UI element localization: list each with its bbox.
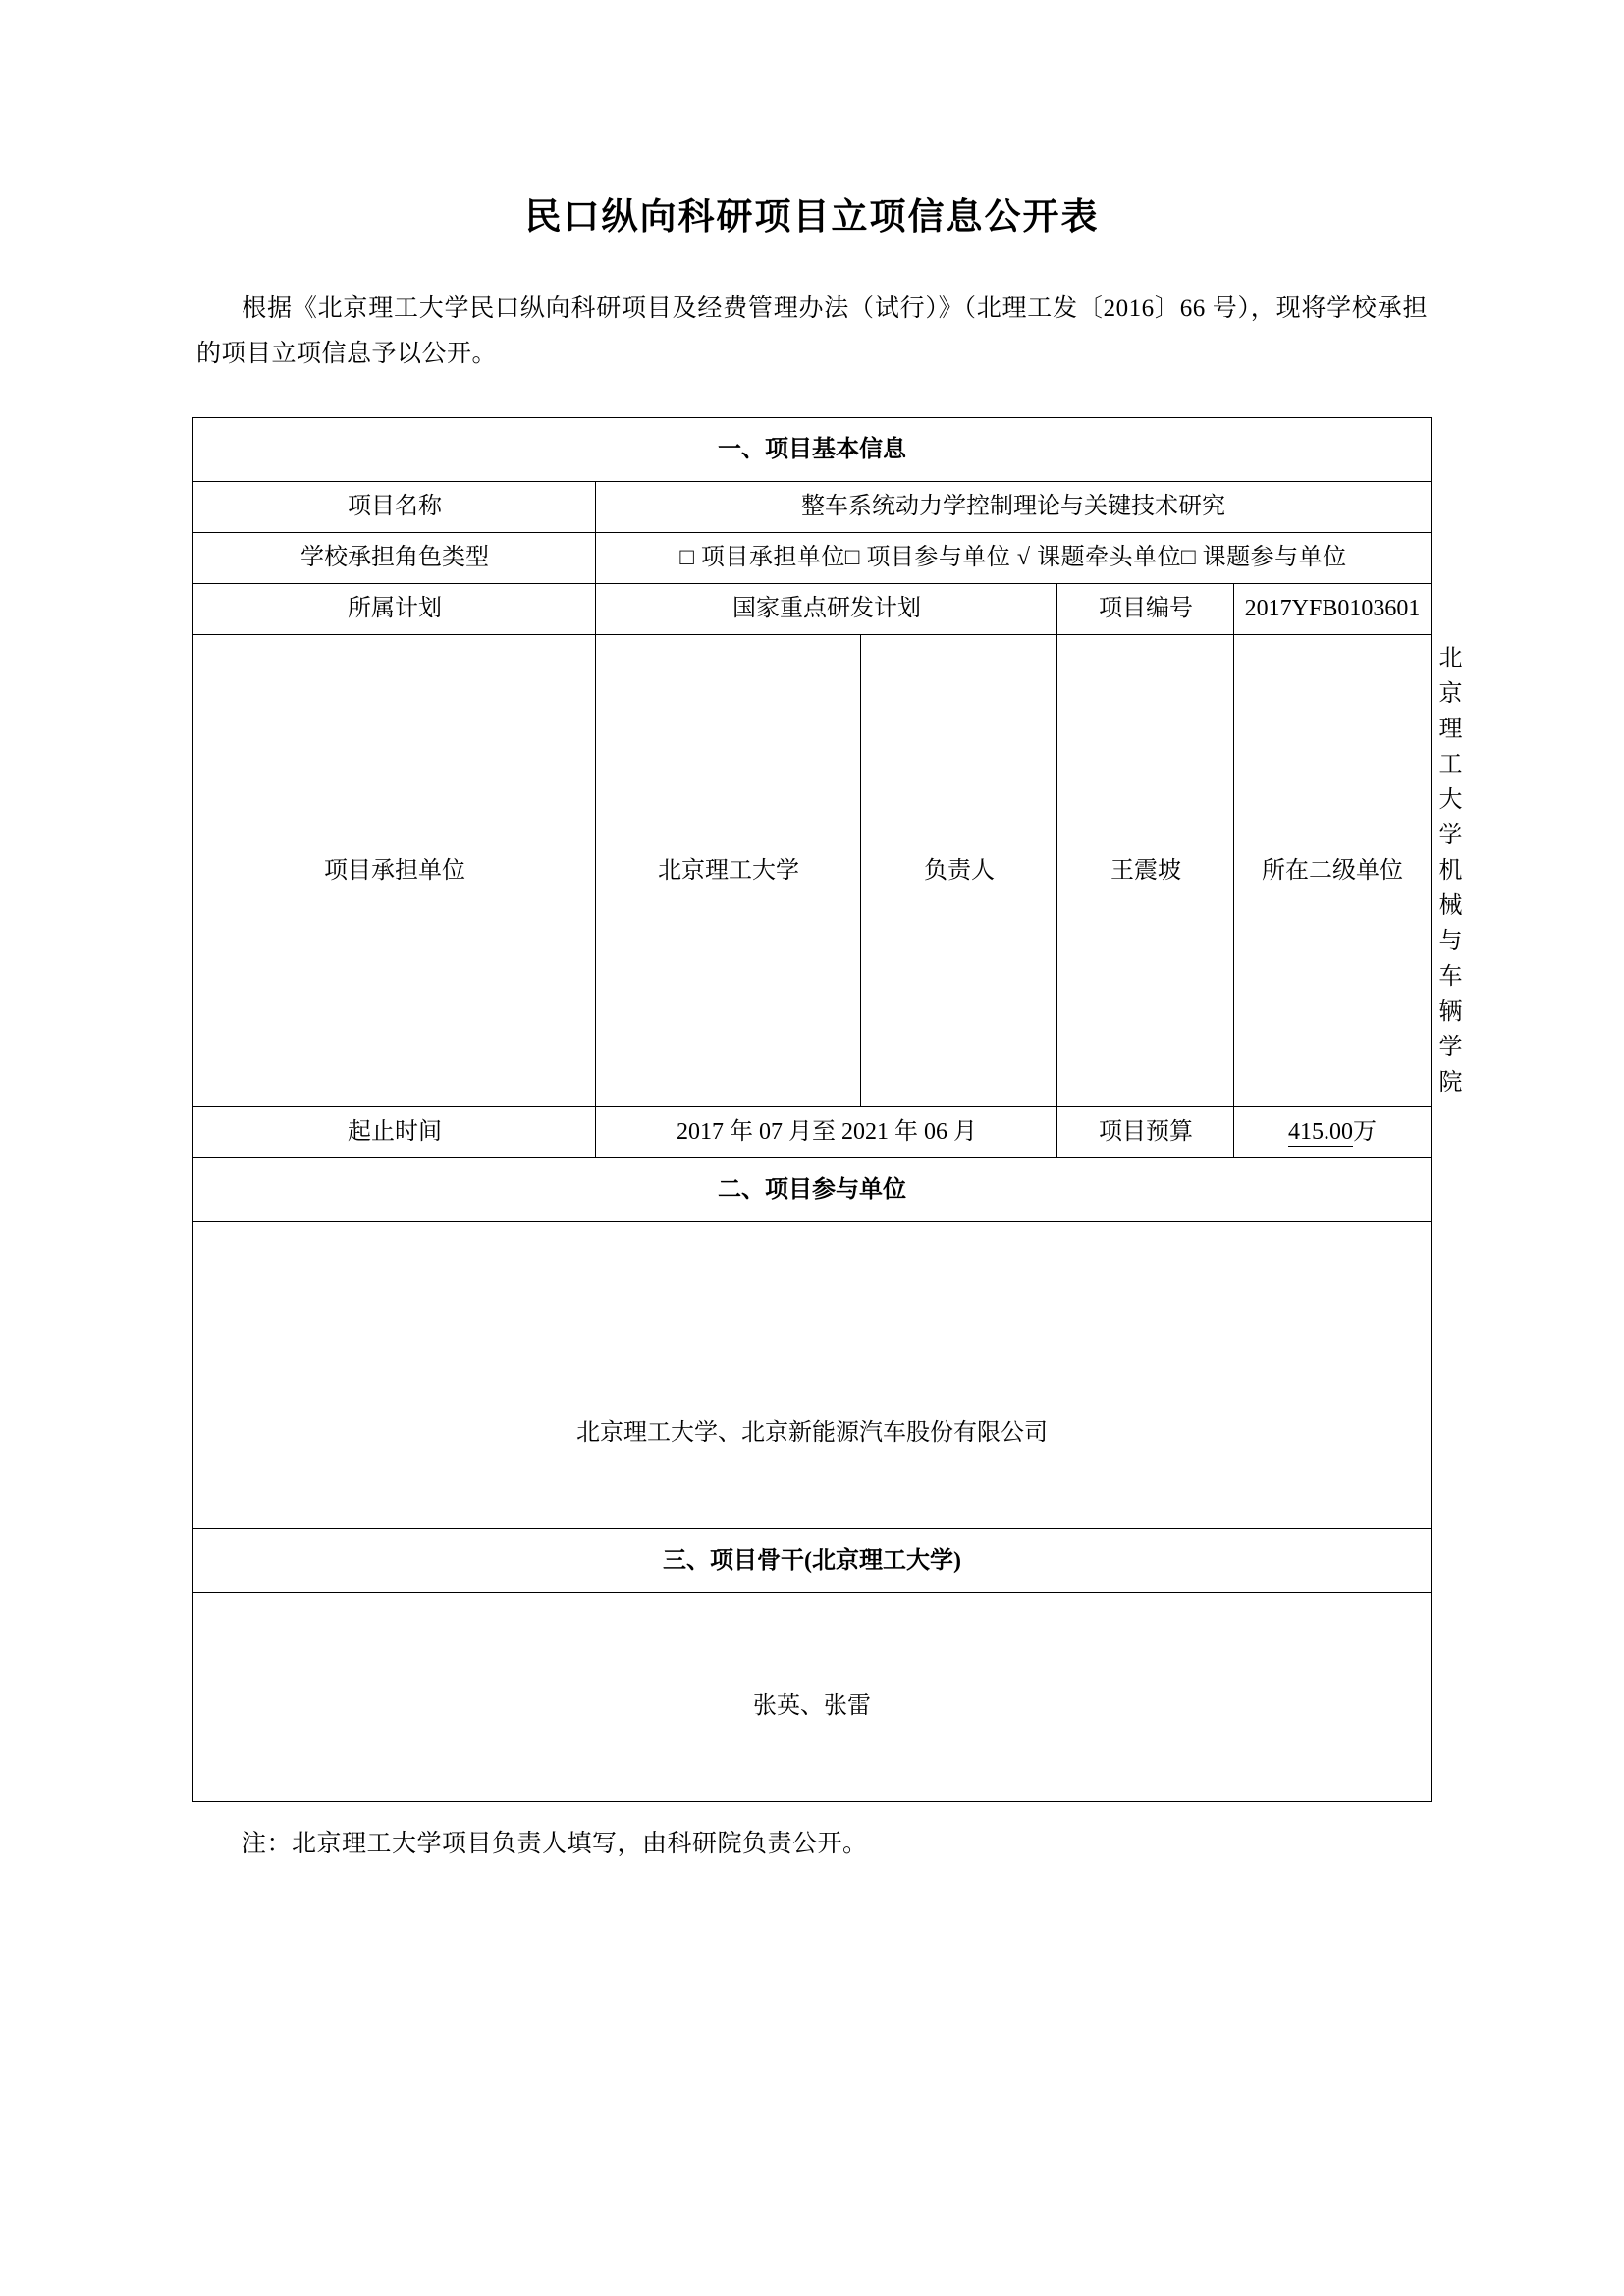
intro-text: 根据《北京理工大学民口纵向科研项目及经费管理办法（试行）》（北理工发〔2016〕66 号），现将学校承担的项目立项信息予以公开。 [196,295,1428,368]
project-name-label: 项目名称 [193,481,596,532]
project-no-label: 项目编号 [1057,583,1234,634]
backbone-text: 张英、张雷 [753,1692,871,1719]
table-row [193,532,1431,583]
role-type-value: □ 项目承担单位□ 项目参与单位 √ 课题牵头单位□ 课题参与单位 [596,532,1431,583]
page-title: 民口纵向科研项目立项信息公开表 [524,197,1100,238]
budget-label: 项目预算 [1057,1106,1234,1157]
secondary-unit-label: 所在二级单位 [1234,634,1431,1106]
table-row [193,1106,1431,1157]
table-row: 项目承担单位 北京理工大学 负责人 王震坡 所在二级单位 北京理工大学机械与车辆学院 [193,634,1431,1106]
leader-label: 负责人 [861,634,1057,1106]
intro-paragraph [196,287,1428,378]
undertaking-unit-label: 项目承担单位 [193,634,596,1106]
table-row [193,481,1431,532]
undertaking-unit-value: 北京理工大学 [596,634,861,1106]
table-row [193,1592,1431,1801]
table-row [193,1528,1431,1592]
section3-body [193,1592,1431,1801]
project-no-value: 2017YFB0103601 [1234,583,1431,634]
role-type-label: 学校承担角色类型 [193,532,596,583]
footer-note [196,1824,1428,1859]
budget-unit: 万 [1353,1119,1377,1145]
plan-value: 国家重点研发计划 [596,583,1057,634]
leader-value: 王震坡 [1057,634,1234,1106]
table-row [193,1221,1431,1528]
section3-heading: 三、项目骨干(北京理工大学) [193,1528,1431,1592]
budget-amount: 415.00 [1288,1119,1353,1145]
budget-value [1234,1106,1431,1157]
section2-heading: 二、项目参与单位 [193,1157,1431,1221]
project-info-table [192,417,1463,1802]
note-text: 注：北京理工大学项目负责人填写，由科研院负责公开。 [242,1830,868,1857]
plan-label: 所属计划 [193,583,596,634]
project-name-value: 整车系统动力学控制理论与关键技术研究 [596,481,1431,532]
period-label: 起止时间 [193,1106,596,1157]
participants-text: 北京理工大学、北京新能源汽车股份有限公司 [576,1419,1048,1446]
section1-heading: 一、项目基本信息 [193,417,1431,481]
section2-body [193,1221,1431,1528]
table-row [193,417,1431,481]
table-row [193,1157,1431,1221]
period-value: 2017 年 07 月至 2021 年 06 月 [596,1106,1057,1157]
table-row [193,583,1431,634]
